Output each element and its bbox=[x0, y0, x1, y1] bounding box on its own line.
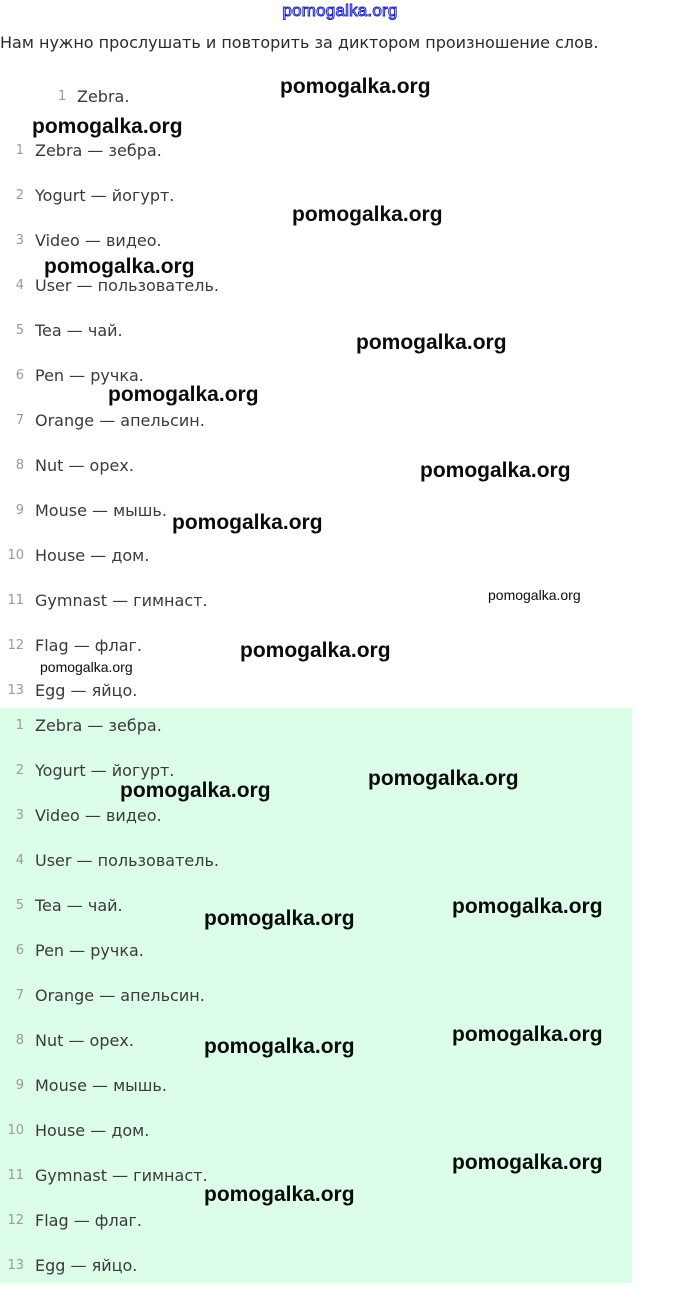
item-number: 5 bbox=[15, 898, 24, 913]
item-text: Mouse — мышь. bbox=[35, 1076, 167, 1095]
item-number: 6 bbox=[15, 368, 24, 383]
item-text: Yogurt — йогурт. bbox=[35, 186, 175, 205]
list-item bbox=[0, 941, 630, 986]
item-number: 10 bbox=[7, 548, 24, 563]
list-item bbox=[0, 851, 630, 896]
watermark: pomogalka.org bbox=[40, 659, 133, 675]
item-text: Flag — флаг. bbox=[35, 1211, 142, 1230]
watermark: pomogalka.org bbox=[420, 459, 571, 482]
watermark: pomogalka.org bbox=[452, 1151, 603, 1174]
item-text: Gymnast — гимнаст. bbox=[35, 1166, 208, 1185]
item-number: 2 bbox=[15, 763, 24, 778]
item-number: 12 bbox=[7, 638, 24, 653]
item-number: 1 bbox=[58, 89, 67, 104]
watermark: pomogalka.org bbox=[204, 1035, 355, 1058]
item-number: 5 bbox=[15, 323, 24, 338]
list-item bbox=[0, 716, 630, 761]
item-text: Zebra — зебра. bbox=[35, 716, 162, 735]
watermark: pomogalka.org bbox=[32, 115, 183, 138]
task-instruction: Нам нужно прослушать и повторить за диктором произношение слов. bbox=[0, 33, 599, 52]
list-item bbox=[0, 411, 630, 456]
watermark: pomogalka.org bbox=[292, 203, 443, 226]
item-number: 8 bbox=[15, 458, 24, 473]
item-number: 2 bbox=[15, 188, 24, 203]
item-number: 10 bbox=[7, 1123, 24, 1138]
item-text: House — дом. bbox=[35, 1121, 150, 1140]
item-number: 11 bbox=[7, 593, 24, 608]
item-text: Zebra — зебра. bbox=[35, 141, 162, 160]
item-text: Pen — ручка. bbox=[35, 941, 144, 960]
watermark: pomogalka.org bbox=[120, 779, 271, 802]
item-text: Flag — флаг. bbox=[35, 636, 142, 655]
item-text: Gymnast — гимнаст. bbox=[35, 591, 208, 610]
watermark: pomogalka.org bbox=[452, 895, 603, 918]
item-number: 9 bbox=[15, 503, 24, 518]
item-text: Zebra. bbox=[77, 87, 130, 106]
list-item bbox=[0, 806, 630, 851]
item-number: 4 bbox=[15, 278, 24, 293]
item-number: 8 bbox=[15, 1033, 24, 1048]
list-item bbox=[0, 546, 630, 591]
item-text: Tea — чай. bbox=[35, 896, 123, 915]
watermark: pomogalka.org bbox=[280, 75, 431, 98]
list-item bbox=[0, 761, 630, 806]
item-number: 1 bbox=[15, 143, 24, 158]
item-text: Video — видео. bbox=[35, 231, 162, 250]
item-text: Pen — ручка. bbox=[35, 366, 144, 385]
watermark: pomogalka.org bbox=[368, 767, 519, 790]
item-text: Tea — чай. bbox=[35, 321, 123, 340]
item-number: 4 bbox=[15, 853, 24, 868]
watermark: pomogalka.org bbox=[44, 255, 195, 278]
watermark: pomogalka.org bbox=[204, 907, 355, 930]
item-number: 13 bbox=[7, 1258, 24, 1273]
item-text: Egg — яйцо. bbox=[35, 1256, 138, 1275]
item-number: 11 bbox=[7, 1168, 24, 1183]
list-item bbox=[0, 141, 630, 186]
item-number: 3 bbox=[15, 233, 24, 248]
item-text: Mouse — мышь. bbox=[35, 501, 167, 520]
list-item bbox=[0, 366, 630, 411]
item-number: 12 bbox=[7, 1213, 24, 1228]
item-text: Orange — апельсин. bbox=[35, 986, 205, 1005]
item-number: 1 bbox=[15, 718, 24, 733]
list-item bbox=[0, 1211, 630, 1256]
item-number: 3 bbox=[15, 808, 24, 823]
item-text: House — дом. bbox=[35, 546, 150, 565]
item-number: 13 bbox=[7, 683, 24, 698]
site-watermark: pomogalka.org bbox=[282, 1, 398, 20]
item-text: Yogurt — йогурт. bbox=[35, 761, 175, 780]
watermark: pomogalka.org bbox=[240, 639, 391, 662]
item-text: User — пользователь. bbox=[35, 851, 219, 870]
item-text: User — пользователь. bbox=[35, 276, 219, 295]
watermark: pomogalka.org bbox=[108, 383, 259, 406]
watermark: pomogalka.org bbox=[452, 1023, 603, 1046]
watermark: pomogalka.org bbox=[356, 331, 507, 354]
item-number: 9 bbox=[15, 1078, 24, 1093]
item-text: Video — видео. bbox=[35, 806, 162, 825]
item-number: 6 bbox=[15, 943, 24, 958]
item-text: Nut — орех. bbox=[35, 456, 134, 475]
item-number: 7 bbox=[15, 413, 24, 428]
watermark: pomogalka.org bbox=[172, 511, 323, 534]
list-item bbox=[0, 1076, 630, 1121]
watermark: pomogalka.org bbox=[488, 587, 581, 603]
list-item bbox=[0, 321, 630, 366]
list-item bbox=[0, 1256, 630, 1301]
watermark: pomogalka.org bbox=[204, 1183, 355, 1206]
item-text: Nut — орех. bbox=[35, 1031, 134, 1050]
list-item bbox=[0, 276, 630, 321]
item-text: Orange — апельсин. bbox=[35, 411, 205, 430]
item-number: 7 bbox=[15, 988, 24, 1003]
item-text: Egg — яйцо. bbox=[35, 681, 138, 700]
